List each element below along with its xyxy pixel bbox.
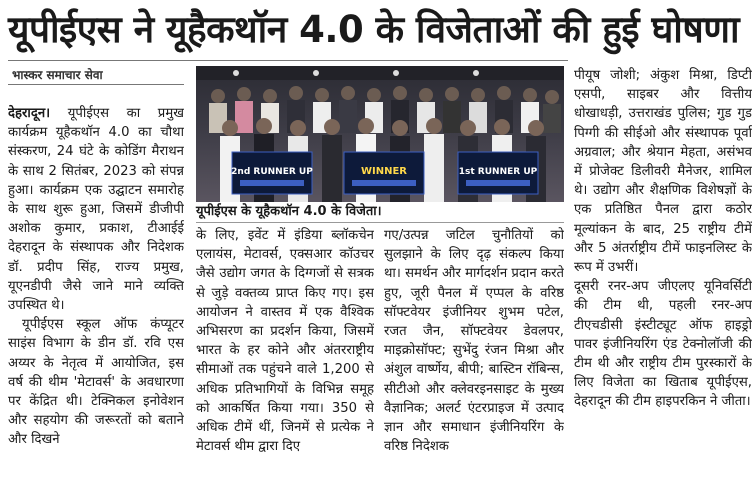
headline: यूपीईएस ने यूहैकथॉन 4.0 के विजेताओं की हुई घोषणा [8,8,740,51]
winners-group-illustration [196,66,564,202]
headline-rule [8,60,568,61]
article-paragraph-1 [8,104,184,315]
article-paragraph-4: गए/उत्पन्न जटिल चुनौतियों को सुलझाने के लिए दृढ़ संकल्प किया था। समर्थन और मार्गदर्शन प्रदान करते हुए, जूरी पैनल में एप्पल के वरिष्ठ सॉफ्टवेयर इंजीनियर शुभम पटेल, रजत जैन, सॉफ्टवेयर डेवलपर, माइक्रोसॉफ्ट; सुभेंदु रंजन मिश्रा और अंशुल वार्ष्णेय, बीपी; बास्टिन रॉबिन्स, सीटीओ और क्लेवरइनसाइट के मुख्य वैज्ञानिक; अलर्ट एंटरप्राइज में उत्पाद ज्ञान और समाधान इंजीनियरिंग के वरिष्ठ निदेशक [384,228,564,455]
article-column-4 [574,66,752,476]
article-column-2 [196,226,374,476]
byline: भास्कर समाचार सेवा [12,68,103,82]
article-paragraph-5: पीयूष जोशी; अंकुश मिश्रा, डिप्टी एसपी, साइबर और वित्तीय धोखाधड़ी, उत्तराखंड पुलिस; गुड गुड पिग्गी की सीईओ और संस्थापक पूर्वा अग्रवाल; और श्रेयान मेहता, असंभव में प्रोजेक्ट डिलीवरी मैनेजर, शामिल थे। उद्योग और शैक्षणिक विशेषज्ञों के एक प्रतिष्ठित पैनल द्वारा कठोर मूल्यांकन के बाद, 25 राष्ट्रीय टीमें और 5 अंतर्राष्ट्रीय टीमें फाइनलिस्ट के रूप में उभरीं। [574,68,752,276]
banner-center-text: WINNER [360,166,408,177]
byline-rule [8,84,184,85]
photo-caption: यूपीईएस के यूहैकथॉन 4.0 के विजेता। [196,202,564,223]
banner-right-text: 1st RUNNER UP [458,167,538,177]
article-paragraph-3: के लिए, इवेंट में इंडिया ब्लॉकचेन एलायंस, मेटावर्स, एक्सआर कॉउचर जैसे उद्योग जगत के दिग्गजों से सत्रक से जुड़े वक्तव्य प्राप्त किए गए। इस आयोजन ने वास्तव में एक वैश्विक अभिसरण का प्रदर्शन किया, जिसमें भारत के हर कोने और अंतरराष्ट्रीय सीमाओं तक पहुंचने वाले 1,200 से अधिक प्रतिभागियों के विभिन्न समूह को आकर्षित किया गया। 350 से अधिक टीमें थीं, जिनमें से प्रत्येक ने मेटावर्स थीम द्वारा दिए [196,228,374,455]
article-column-3 [384,226,564,476]
winners-photo [196,66,564,202]
article-text-1: यूपीईएस का प्रमुख कार्यक्रम यूहैकथॉन 4.0 का चौथा संस्करण, 24 घंटे के कोडिंग मैराथन के साथ 2 सितंबर, 2023 को संपन्न हुआ। कार्यक्रम एक उद्घाटन समारोह के साथ शुरू हुआ, जिसमें डीजीपी अशोक कुमार, प्रकाश, टीआईई देहरादून के संस्थापक और निदेशक डॉ. प्रदीप सिंह, राज्य प्रमुख, यूएनडीपी जैसे जाने माने व्यक्ति उपस्थित थे। [8,106,184,314]
article-paragraph-6: दूसरी रनर-अप जीएलए यूनिवर्सिटी की टीम थी, पहली रनर-अप टीएचडीसी इंस्टीट्यूट ऑफ हाइड्रो पावर इंजीनियरिंग एंड टेक्नोलॉजी की टीम थी और राष्ट्रीय टीम पुरस्कारों के लिए विजेता का खिताब यूपीईएस, देहरादून की टीम हाइपरकिन ने जीता। [574,279,752,410]
article-paragraph-2: यूपीईएस स्कूल ऑफ कंप्यूटर साइंस विभाग के डीन डॉ. रवि एस अय्यर के नेतृत्व में आयोजित, इस वर्ष की थीम 'मेटावर्स' के अवधारणा पर केंद्रित थी। टेक्निकल इनोवेशन और सहयोग की जरूरतों को बताने और दिखने [8,317,184,448]
banner-left-text: 2nd RUNNER UP [231,167,313,177]
article-column-1 [8,104,184,476]
dateline: देहरादून। [8,106,51,121]
